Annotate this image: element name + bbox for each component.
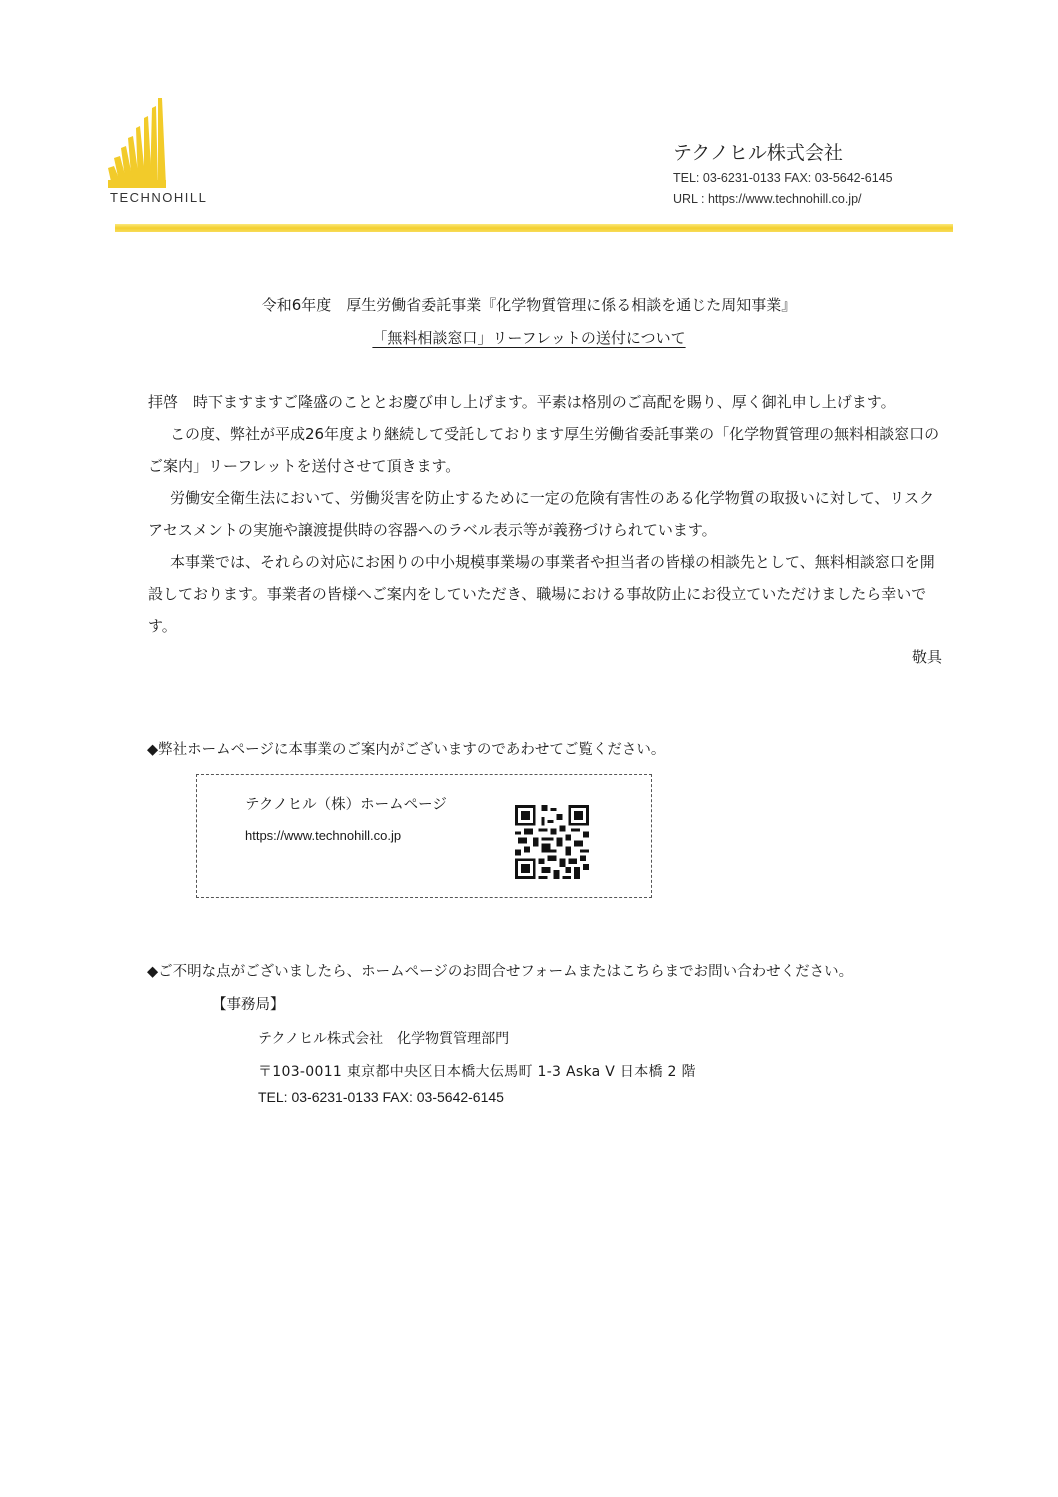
body-paragraph-greeting: 拝啓 時下ますますご隆盛のこととお慶び申し上げます。平素は格別のご高配を賜り、厚く御礼申し上げます。 [148, 393, 896, 411]
qr-code-icon[interactable] [515, 805, 589, 879]
body-paragraph-law: 労働安全衛生法において、労働災害を防止するために一定の危険有害性のある化学物質の取扱いに対して、リスクアセスメントの実施や譲渡提供時の容器へのラベル表示等が義務づけられています。 [148, 489, 935, 539]
closing-salutation: 敬具 [911, 648, 942, 666]
office-tel-fax: TEL: 03-6231-0133 FAX: 03-5642-6145 [258, 1089, 504, 1105]
office-company: テクノヒル株式会社 化学物質管理部門 [258, 1031, 510, 1047]
homepage-box-title: テクノヒル（株）ホームページ [245, 797, 447, 813]
document-subtitle [0, 327, 1058, 348]
document-subtitle-text: 「無料相談窓口」リーフレットの送付について [372, 329, 686, 347]
homepage-box-url[interactable]: https://www.technohill.co.jp [245, 828, 402, 843]
body-paragraph-service: 本事業では、それらの対応にお困りの中小規模事業場の事業者や担当者の皆様の相談先として、無料相談窓口を開設しております。事業者の皆様へご案内をしていただき、職場における事故防止にお役立ていただけましたら幸いです。 [148, 553, 935, 635]
office-label: 【事務局】 [212, 997, 285, 1013]
company-url[interactable]: URL : https://www.technohill.co.jp/ [673, 192, 862, 206]
logo-wordmark: TECHNOHILL [110, 190, 208, 205]
technohill-logo-icon [108, 98, 166, 190]
company-contact [673, 168, 893, 210]
document-title: 令和6年度 厚生労働省委託事業『化学物質管理に係る相談を通じた周知事業』 [261, 296, 797, 314]
company-tel-fax: TEL: 03-6231-0133 FAX: 03-5642-6145 [673, 171, 893, 185]
contact-notice: ◆ご不明な点がございましたら、ホームページのお問合せフォームまたはこちらまでお問い合わせください。 [147, 964, 854, 980]
homepage-box [196, 774, 652, 898]
company-name: テクノヒル株式会社 [673, 142, 843, 164]
body-paragraph-intro: この度、弊社が平成26年度より継続して受託しております厚生労働省委託事業の「化学物質管理の無料相談窓口のご案内」リーフレットを送付させて頂きます。 [148, 425, 940, 475]
homepage-notice: ◆弊社ホームページに本事業のご案内がございますのであわせてご覧ください。 [147, 742, 666, 758]
header-divider-bar [115, 224, 953, 232]
office-address: 〒103-0011 東京都中央区日本橋大伝馬町 1-3 Aska V 日本橋 2 階 [258, 1064, 696, 1080]
